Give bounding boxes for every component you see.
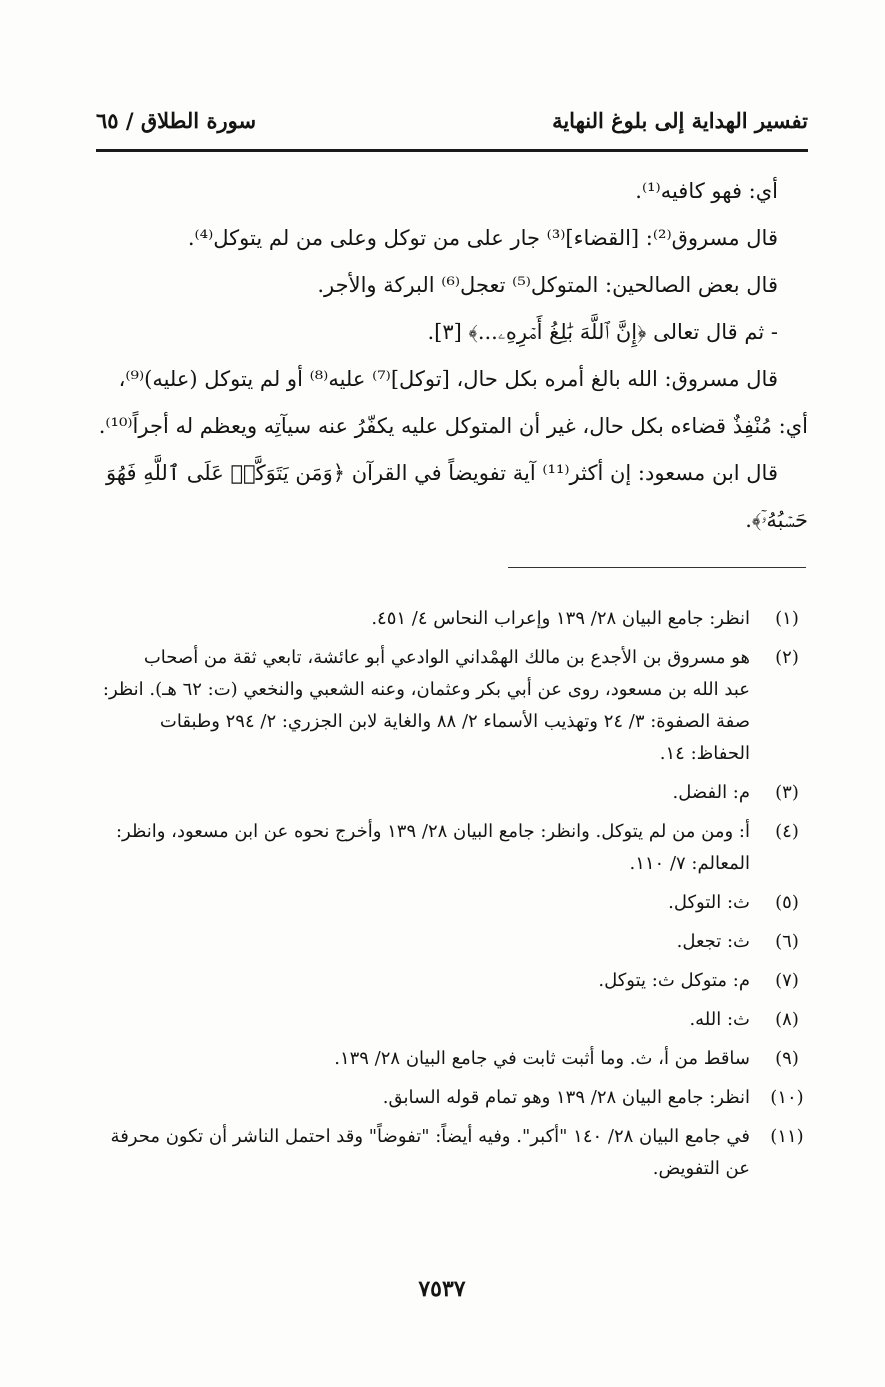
text-line: قال بعض الصالحين: المتوكل⁽⁵⁾ تعجل⁽⁶⁾ البركة والأجر. (317, 273, 778, 297)
footnote-text: المعالم: ٧/ ١١٠. (629, 853, 750, 874)
footnote-number: (٧) (775, 970, 799, 991)
footnote (100, 887, 812, 919)
main-text (96, 168, 808, 544)
footnote (100, 1004, 812, 1036)
footnote (100, 1043, 812, 1075)
footnote-text: في جامع البيان ٢٨/ ١٤٠ "أكبر". وفيه أيضاً: "تفوضاً" وقد احتمل الناشر أن تكون محرفة (110, 1126, 750, 1147)
footnote-number: (٩) (775, 1048, 799, 1069)
footnote (100, 816, 812, 880)
footnote (100, 1082, 812, 1114)
book-title: تفسير الهداية إلى بلوغ النهاية (552, 108, 808, 133)
footnote-text: هو مسروق بن الأجدع بن مالك الهمْداني الوادعي أبو عائشة، تابعي ثقة من أصحاب (143, 647, 750, 668)
footnote (100, 603, 812, 635)
footnote-number: (٣) (775, 782, 799, 803)
footnote-number: (٨) (775, 1009, 799, 1030)
footnote-number: (٦) (775, 931, 799, 952)
footnote-number: (١٠) (770, 1087, 804, 1108)
footnote-text: ث: الله. (689, 1009, 750, 1030)
text-line: حَسۡبُهُۥٓ﴾. (745, 508, 808, 532)
surah-label: سورة الطلاق / ٦٥ (96, 108, 257, 133)
footnote-text: عن التفويض. (652, 1158, 750, 1179)
text-line: - ثم قال تعالى ﴿إِنَّ ٱللَّهَ بَٰلِغُ أَمۡرِهِۦ...﴾ [٣]. (427, 320, 778, 344)
footnote-number: (٥) (775, 892, 799, 913)
footnote-number: (١) (775, 608, 799, 629)
footnote-separator (508, 567, 806, 568)
footnote-text: م: متوكل ث: يتوكل. (598, 970, 750, 991)
text-line: أي: فهو كافيه⁽¹⁾. (635, 179, 778, 203)
footnote (100, 965, 812, 997)
footnote-text: صفة الصفوة: ٣/ ٢٤ وتهذيب الأسماء ٢/ ٨٨ والغاية لابن الجزري: ٢/ ٢٩٤ وطبقات (159, 711, 750, 732)
footnote-number: (٤) (775, 821, 799, 842)
footnote-text: ث: تجعل. (676, 931, 750, 952)
footnote-text: م: الفضل. (672, 782, 750, 803)
footnote-number: (٢) (775, 647, 799, 668)
footnotes (100, 603, 812, 1192)
footnote (100, 642, 812, 770)
footnote (100, 1121, 812, 1185)
footnote-text: ث: التوكل. (668, 892, 750, 913)
footnote-text: انظر: جامع البيان ٢٨/ ١٣٩ وإعراب النحاس ٤/ ٤٥١. (371, 608, 750, 629)
running-header (96, 108, 808, 148)
text-line: قال ابن مسعود: إن أكثر⁽¹¹⁾ آية تفويضاً في القرآن ﴿وَمَن يَتَوَكَّلۡ عَلَى ٱللَّهِ فَهُوَ (105, 461, 778, 485)
header-rule (96, 149, 808, 152)
page-number: ٧٥٣٧ (418, 1276, 466, 1302)
text-line: قال مسروق: الله بالغ أمره بكل حال، [توكل]⁽⁷⁾ عليه⁽⁸⁾ أو لم يتوكل (عليه)⁽⁹⁾، (118, 367, 778, 391)
text-line: أي: مُنْفِذٌ قضاءه بكل حال، غير أن المتوكل عليه يكفّرُ عنه سيآتِه ويعظم له أجراً⁽¹⁰⁾. (98, 414, 808, 438)
text-line: قال مسروق⁽²⁾: [القضاء]⁽³⁾ جار على من توكل وعلى من لم يتوكل⁽⁴⁾. (187, 226, 778, 250)
footnote-number: (١١) (770, 1126, 804, 1147)
footnote-text: ساقط من أ، ث. وما أثبت ثابت في جامع البيان ٢٨/ ١٣٩. (334, 1048, 750, 1069)
footnote-text: الحفاظ: ١٤. (659, 743, 750, 764)
footnote (100, 926, 812, 958)
footnote-text: أ: ومن من لم يتوكل. وانظر: جامع البيان ٢٨/ ١٣٩ وأخرج نحوه عن ابن مسعود، وانظر: (115, 821, 750, 842)
footnote-text: عبد الله بن مسعود، روى عن أبي بكر وعثمان، وعنه الشعبي والنخعي (ت: ٦٢ هـ). انظر: (102, 679, 750, 700)
footnote (100, 777, 812, 809)
footnote-text: انظر: جامع البيان ٢٨/ ١٣٩ وهو تمام قوله السابق. (382, 1087, 750, 1108)
